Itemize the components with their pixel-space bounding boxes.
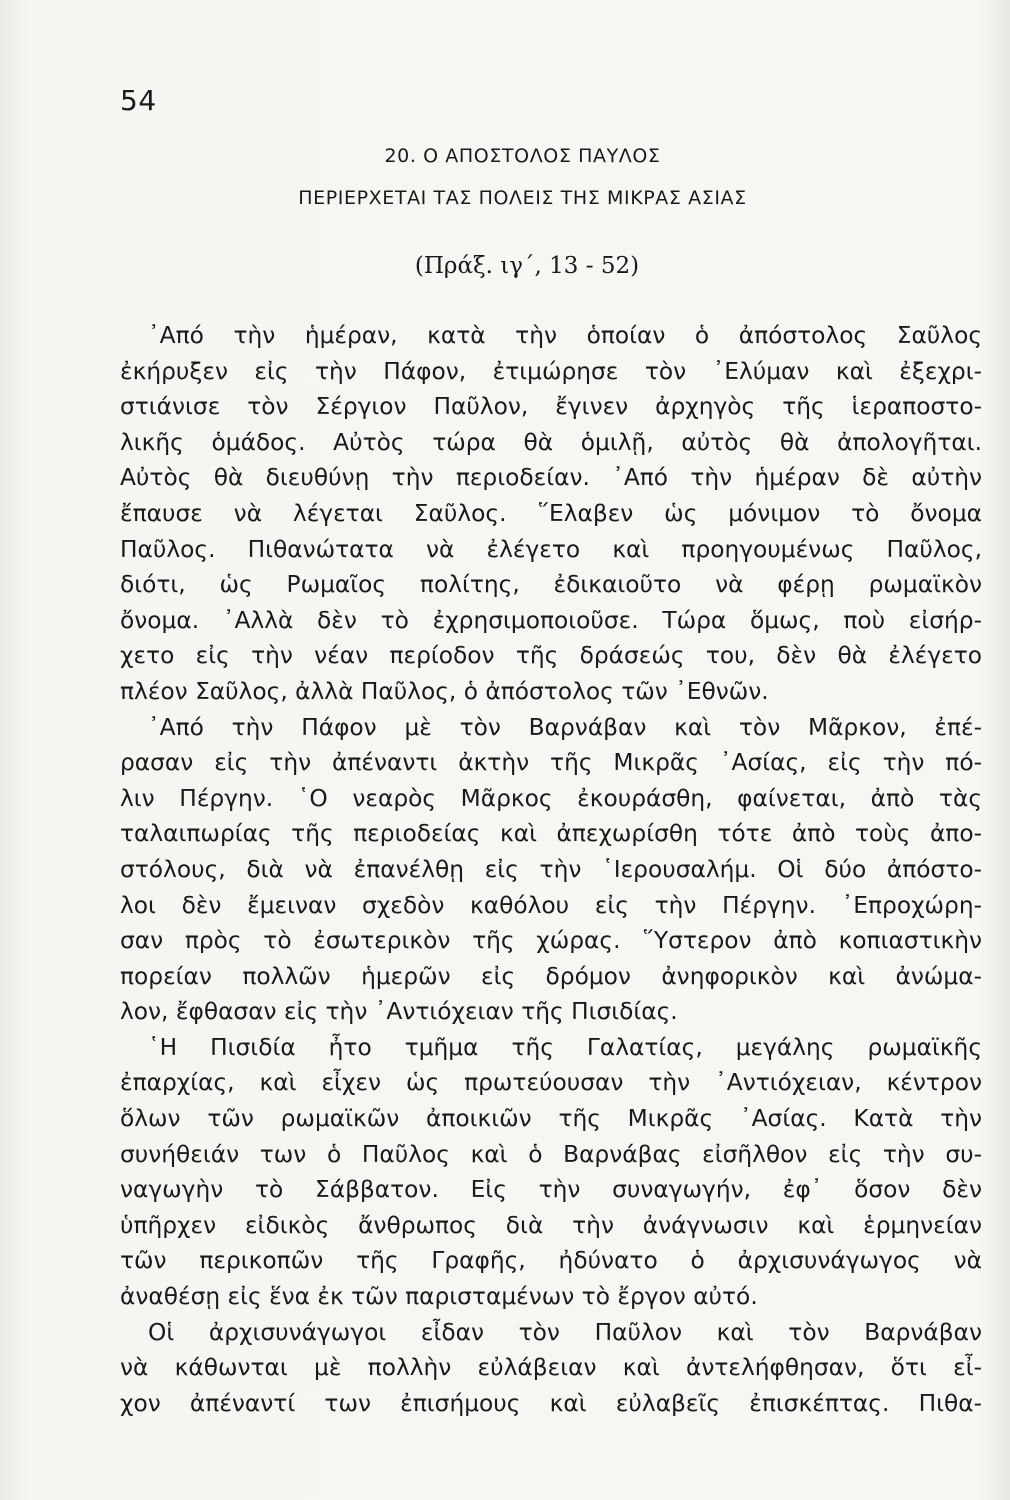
paragraph [120,1315,982,1422]
scripture-reference: (Πράξ. ιγ΄, 13 - 52) [414,253,640,279]
text-line: ἔπαυσε νὰ λέγεται Σαῦλος. ῞Ελαβεν ὡς μόνιμον τὸ ὄνομα [120,499,982,527]
paragraph [120,1030,982,1315]
text-line: χετο εἰς τὴν νέαν περίοδον τῆς δράσεώς του, δὲν θὰ ἐλέγετο [120,642,982,670]
text-line: σαν πρὸς τὸ ἐσωτερικὸν τῆς χώρας. ῞Υστερον ἀπὸ κοπιαστικὴν [120,927,982,955]
page-number: 54 [120,84,157,117]
paragraph [120,318,982,710]
text-line: ὑπῆρχεν εἰδικὸς ἄνθρωπος διὰ τὴν ἀνάγνωσιν καὶ ἑρμηνείαν [120,1211,982,1239]
text-line: λον, ἔφθασαν εἰς τὴν ᾿Αντιόχειαν τῆς Πισιδίας. [120,998,678,1026]
text-line: ᾿Από τὴν ἡμέραν, κατὰ τὴν ὁποίαν ὁ ἀπόστολος Σαῦλος [148,322,982,349]
text-line: στιάνισε τὸν Σέργιον Παῦλον, ἔγινεν ἀρχηγὸς τῆς ἱεραποστο- [120,393,982,421]
text-line: συνήθειάν των ὁ Παῦλος καὶ ὁ Βαρνάβας εἰσῆλθον εἰς τὴν συ- [120,1140,982,1168]
text-line: λιν Πέργην. ῾Ο νεαρὸς Μᾶρκος ἐκουράσθη, φαίνεται, ἀπὸ τὰς [120,784,982,812]
text-line: ὄνομα. ᾿Αλλὰ δὲν τὸ ἐχρησιμοποιοῦσε. Τώρα ὅμως, ποὺ εἰσήρ- [120,606,982,634]
chapter-title: 20. Ο ΑΠΟΣΤΟΛΟΣ ΠΑΥΛΟΣ [384,145,661,167]
text-line: Αὐτὸς θὰ διευθύνῃ τὴν περιοδείαν. ᾿Από τὴν ἡμέραν δὲ αὐτὴν [120,464,982,492]
chapter-subtitle: ΠΕΡΙΕΡΧΕΤΑΙ ΤΑΣ ΠΟΛΕΙΣ ΤΗΣ ΜΙΚΡΑΣ ΑΣΙΑΣ [298,187,747,209]
text-line: χον ἀπέναντί των ἐπισήμους καὶ εὐλαβεῖς ἐπισκέπτας. Πιθα- [120,1389,982,1417]
text-line: νὰ κάθωνται μὲ πολλὴν εὐλάβειαν καὶ ἀντελήφθησαν, ὅτι εἶ- [120,1354,982,1382]
text-line: ὅλων τῶν ρωμαϊκῶν ἀποικιῶν τῆς Μικρᾶς ᾿Ασίας. Κατὰ τὴν [120,1105,982,1133]
text-line: ἀναθέσῃ εἰς ἕνα ἐκ τῶν παρισταμένων τὸ ἔργον αὐτό. [120,1283,758,1311]
text-line: ῾Η Πισιδία ἦτο τμῆμα τῆς Γαλατίας, μεγάλης ρωμαϊκῆς [148,1033,982,1061]
text-line: πορείαν πολλῶν ἡμερῶν εἰς δρόμον ἀνηφορικὸν καὶ ἀνώμα- [120,962,982,990]
text-line: ἐκήρυξεν εἰς τὴν Πάφον, ἐτιμώρησε τὸν ᾿Ελύμαν καὶ ἐξεχρι- [120,357,982,385]
text-line: ρασαν εἰς τὴν ἀπέναντι ἀκτὴν τῆς Μικρᾶς ᾿Ασίας, εἰς τὴν πό- [120,749,982,777]
paragraph [120,710,982,1030]
text-line: Οἱ ἀρχισυνάγωγοι εἶδαν τὸν Παῦλον καὶ τὸν Βαρνάβαν [148,1318,982,1346]
text-line: στόλους, διὰ νὰ ἐπανέλθῃ εἰς τὴν ῾Ιερουσαλήμ. Οἱ δύο ἀπόστο- [120,855,982,883]
text-line: ᾿Από τὴν Πάφον μὲ τὸν Βαρνάβαν καὶ τὸν Μᾶρκον, ἐπέ- [148,713,982,741]
text-line: ταλαιπωρίας τῆς περιοδείας καὶ ἀπεχωρίσθη τότε ἀπὸ τοὺς ἀπο- [120,820,982,848]
text-line: ναγωγὴν τὸ Σάββατον. Εἰς τὴν συναγωγήν, ἐφ᾿ ὅσον δὲν [120,1176,982,1204]
text-line: Παῦλος. Πιθανώτατα νὰ ἐλέγετο καὶ προηγουμένως Παῦλος, [120,535,982,563]
text-line: λικῆς ὁμάδος. Αὐτὸς τώρα θὰ ὁμιλῇ, αὐτὸς θὰ ἀπολογῆται. [120,428,982,456]
body-text [120,318,982,1421]
text-line: λοι δὲν ἔμειναν σχεδὸν καθόλου εἰς τὴν Πέργην. ᾿Επροχώρη- [120,891,982,919]
text-line: πλέον Σαῦλος, ἀλλὰ Παῦλος, ὁ ἀπόστολος τῶν ᾿Εθνῶν. [120,677,769,705]
text-line: διότι, ὡς Ρωμαῖος πολίτης, ἐδικαιοῦτο νὰ φέρῃ ρωμαϊκὸν [120,571,982,599]
text-line: ἐπαρχίας, καὶ εἶχεν ὡς πρωτεύουσαν τὴν ᾿Αντιόχειαν, κέντρον [120,1069,982,1097]
text-line: τῶν περικοπῶν τῆς Γραφῆς, ἠδύνατο ὁ ἀρχισυνάγωγος νὰ [120,1247,982,1275]
